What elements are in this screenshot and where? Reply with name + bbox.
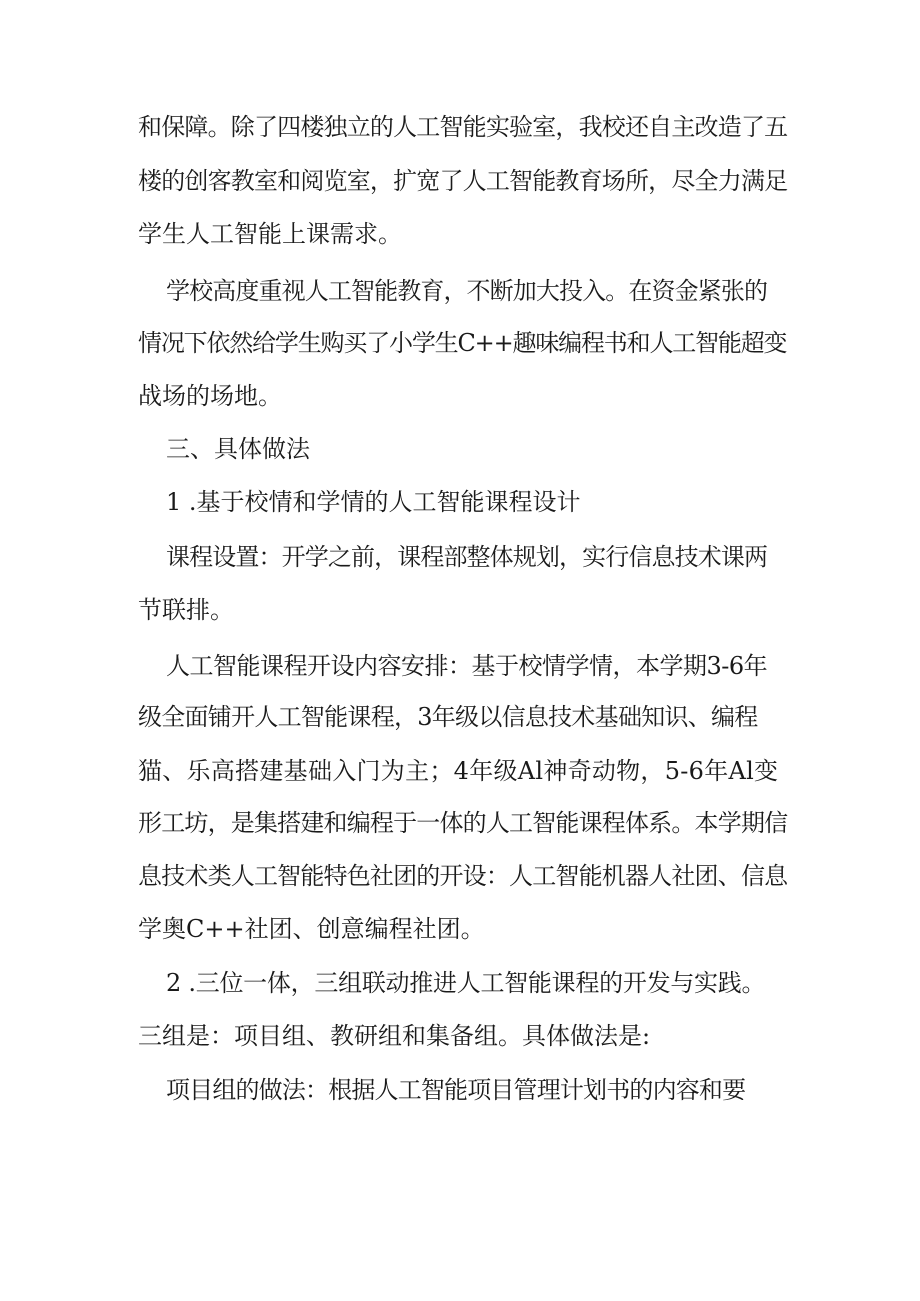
text-line: 和保障。除了四楼独立的人工智能实验室，我校还自主改造了五 xyxy=(138,113,788,141)
text-line: 人工智能课程开设内容安排：基于校情学情，本学期3-6年 xyxy=(166,652,768,680)
text-line: 战场的场地。 xyxy=(138,382,282,410)
text-line: 学奥C++社团、创意编程社团。 xyxy=(138,915,485,943)
text-line: 课程设置：开学之前，课程部整体规划，实行信息技术课两 xyxy=(166,543,768,571)
text-line: 节联排。 xyxy=(138,596,234,624)
section-heading: 三、具体做法 xyxy=(166,435,310,463)
text-line: 项目组的做法：根据人工智能项目管理计划书的内容和要 xyxy=(166,1076,746,1104)
subsection-heading: 1 .基于校情和学情的人工智能课程设计 xyxy=(166,488,581,516)
text-line: 学校高度重视人工智能教育，不断加大投入。在资金紧张的 xyxy=(166,277,768,305)
subsection-heading: 2 .三位一体，三组联动推进人工智能课程的开发与实践。 xyxy=(166,969,766,997)
text-line: 学生人工智能上课需求。 xyxy=(138,220,402,248)
text-line: 楼的创客教室和阅览室，扩宽了人工智能教育场所，尽全力满足 xyxy=(138,167,788,195)
text-line: 三组是：项目组、教研组和集备组。具体做法是: xyxy=(138,1022,651,1050)
text-line: 息技术类人工智能特色社团的开设：人工智能机器人社团、信息 xyxy=(138,862,788,890)
text-line: 情况下依然给学生购买了小学生C++趣味编程书和人工智能超变 xyxy=(138,329,787,357)
text-line: 猫、乐高搭建基础入门为主；4年级Al神奇动物，5-6年Al变 xyxy=(138,757,779,785)
text-line: 形工坊，是集搭建和编程于一体的人工智能课程体系。本学期信 xyxy=(138,809,788,837)
text-line: 级全面铺开人工智能课程，3年级以信息技术基础知识、编程 xyxy=(138,703,758,731)
